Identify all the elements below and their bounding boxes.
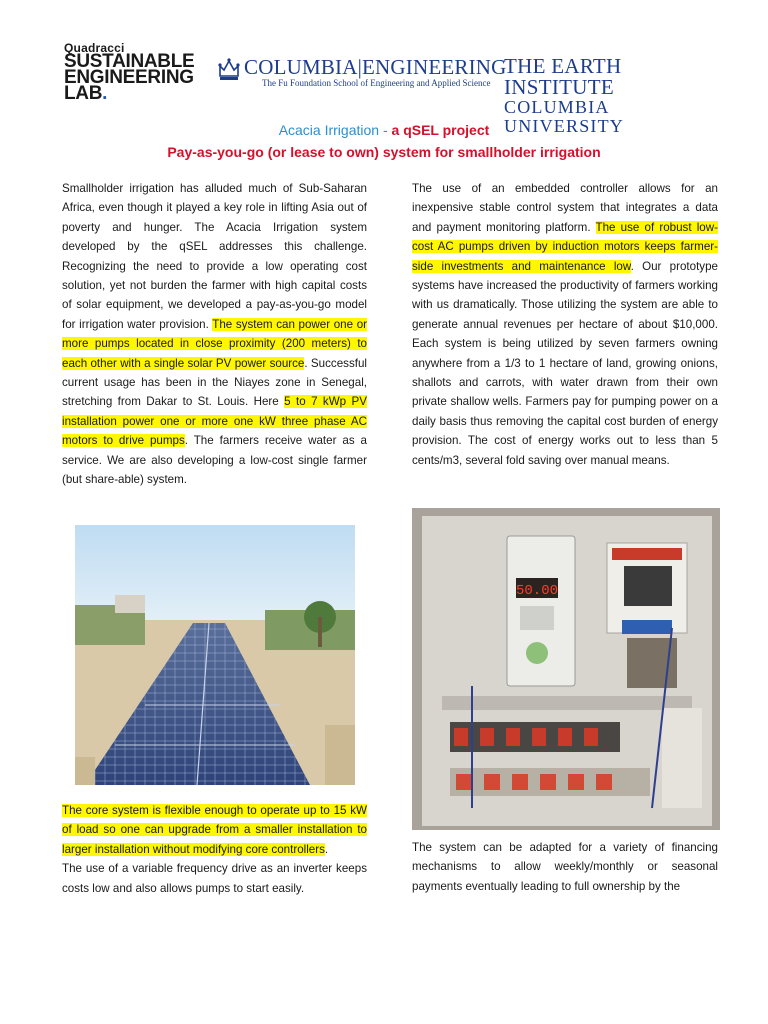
left-p1-text-c: . Successful current usage has been in the Niayes zone in Senegal, stretching from Dakar to St. Louis. Here [62,356,367,409]
columbia-engineering-logo [218,56,507,89]
earth-institute-line1: THE EARTH INSTITUTE [504,54,622,99]
project-subtitle: Pay-as-you-go (or lease to own) system for smallholder irrigation [167,144,601,160]
left-p2-period: . [324,842,329,856]
columbia-engineering-title: COLUMBIA|ENGINEERING [244,55,507,79]
earth-institute-line2: COLUMBIA UNIVERSITY [504,97,624,136]
qsel-logo-line1: SUSTAINABLE [64,51,195,72]
right-column-paragraph-1 [412,179,718,470]
vfd-display-text: 50.00 [515,583,559,599]
right-column-paragraph-2: The system can be adapted for a variety of financing mechanisms to allow weekly/monthly or seasonal payments eventually leading to full ownership by the [412,841,718,893]
left-p1-text-a: Smallholder irrigation has alluded much of Sub-Saharan Africa, even though it played a key role in lifting Asia out of poverty and hunger. The Acacia Irrigation system developed by the qSEL addresses this challenge. Recognizing the need to provide a low operating cost solution, yet not burden the farmer with high capital costs of solar equipment, we developed a pay-as-you-go model for irrigation water provision. [62,182,367,331]
solar-panels-illustration [75,525,355,785]
left-column-paragraph-2 [62,801,367,898]
left-p2-highlight: The core system is flexible enough to operate up to 15 kW of load so one can upgrade from a smaller installation to larger installation without modifying core controllers [62,804,367,856]
columbia-crown-icon [218,56,240,82]
control-panel-illustration [412,508,720,830]
qsel-logo-top: Quadracci [64,41,125,55]
left-p3-text: The use of a variable frequency drive as an inverter keeps costs low and also allows pumps to start easily. [62,862,367,895]
project-title [0,121,768,139]
right-p1-text-c: . Our prototype systems have increased the productivity of farmers working with us dramatically. Those utilizing the system are able to generate annual revenues per hectare of about $10,000. Each system is being utilized by seven farmers owning anywhere from a 1/3 to 1 hectare of land, growing onions, shallots and carrots, with water drawn from their own private shallow wells. Farmers pay for pumping power on a daily basis thus removing the capital cost burden of energy provision. The cost of energy works out to less than 5 cents/m3, several fold saving over manual means. [412,259,718,467]
left-p1-highlight-1: The system can power one or more pumps located in close proximity (200 meters) to each other with a single solar PV power source [62,317,368,370]
qsel-logo-dot: . [102,83,108,104]
qsel-logo [64,42,194,102]
control-panel-photo [412,508,720,830]
qsel-logo-line2: ENGINEERING [64,67,194,88]
solar-panels-photo [75,525,355,785]
left-p1-highlight-2: 5 to 7 kWp PV installation power one or more one kW three phase AC motors to drive pumps [62,395,367,448]
columbia-engineering-subtitle: The Fu Foundation School of Engineering and Applied Science [262,78,491,88]
qsel-logo-line3: LAB [64,83,103,104]
project-tag: a qSEL project [391,122,490,138]
left-column-paragraph-1 [62,179,367,490]
left-p1-text-e: . The farmers receive water as a service. We are also developing a low-cost single farmer (but share-able) system. [62,434,367,487]
right-p1-text-a: The use of an embedded controller allows for an inexpensive stable control system that integrates a data and payment monitoring platform. [412,182,718,234]
right-p1-highlight: The use of robust low-cost AC pumps driven by induction motors keeps farmer-side investments and maintenance low [412,220,718,273]
project-name: Acacia Irrigation - [278,122,388,138]
